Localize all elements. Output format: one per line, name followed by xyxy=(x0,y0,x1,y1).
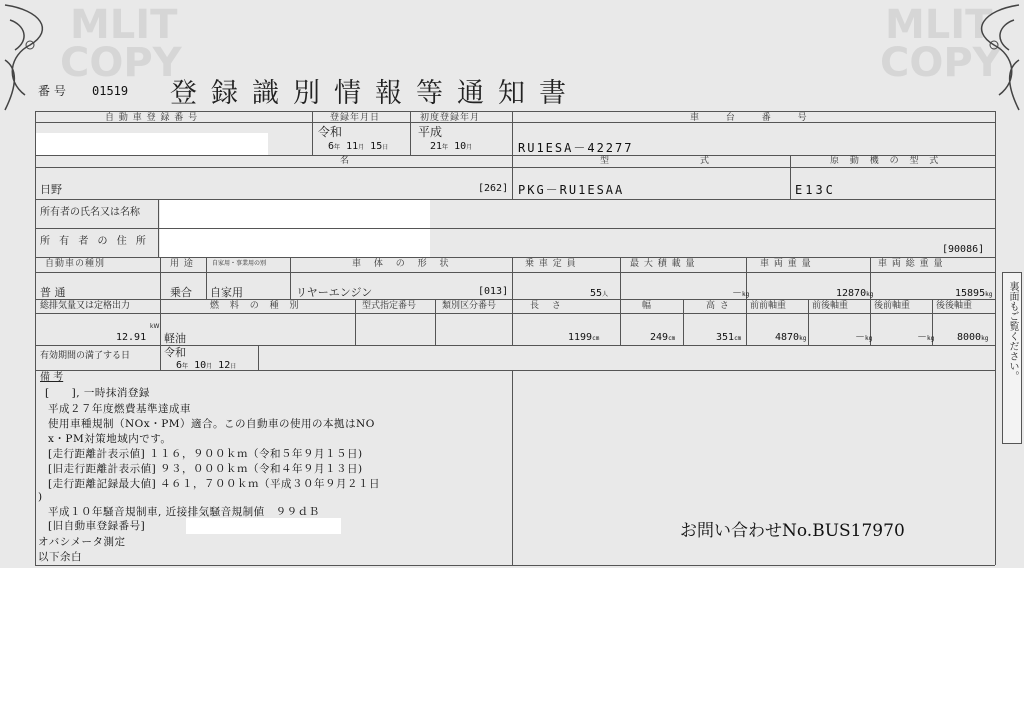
label-expiry: 有効期間の満了する日 xyxy=(40,351,131,361)
first-reg-era: 平成 xyxy=(418,125,443,139)
label-height: 高 さ xyxy=(706,301,730,311)
max-load-value: －kg xyxy=(732,288,750,299)
label-model: 型 xyxy=(600,156,611,166)
body-code: [013] xyxy=(478,286,509,297)
redacted-owner-name xyxy=(160,200,430,228)
remark-line: 以下余白 xyxy=(38,551,82,563)
ff-axle-value: 4870kg xyxy=(775,332,807,343)
maker-code: [262] xyxy=(478,183,509,194)
remark-line: 使用車種規制（NOx・PM）適合。この自動車の使用の本拠はNO xyxy=(48,418,375,430)
maker-name: 日野 xyxy=(40,183,62,196)
fuel-type: 軽油 xyxy=(164,332,186,345)
label-fr-axle: 前後軸重 xyxy=(812,301,849,311)
label-vehicle-type: 自動車の種別 xyxy=(45,259,106,269)
corner-ornament-right-icon xyxy=(955,0,1024,120)
watermark-mlit-left: MLIT xyxy=(70,2,178,48)
label-owner-address: 所 有 者 の 住 所 xyxy=(40,236,149,247)
remark-line: ) xyxy=(38,491,43,503)
number-label: 番 号 xyxy=(38,84,66,98)
kw-unit: kW xyxy=(150,323,160,330)
label-owner-name: 所有者の氏名又は名称 xyxy=(40,207,140,218)
redacted-reg-no xyxy=(36,133,268,155)
body-shape: リヤーエンジン xyxy=(296,286,373,299)
remark-line: [走行距離記録最大値] ４６１，７００ｋｍ（平成３０年９月２１日 xyxy=(48,478,381,490)
watermark-copy-right: COPY xyxy=(880,40,1002,86)
label-body-shape: 車 体 の 形 状 xyxy=(352,259,454,269)
fr-axle-value: －kg xyxy=(855,332,873,343)
side-note-text: 裏面もご覧ください。 xyxy=(1007,281,1018,381)
label-displacement: 総排気量又は定格出力 xyxy=(40,301,131,311)
capacity-value: 55人 xyxy=(590,288,609,299)
label-weight: 車 両 重 量 xyxy=(760,259,812,269)
watermark-mlit-right: MLIT xyxy=(885,2,993,48)
label-width: 幅 xyxy=(642,301,653,311)
label-capacity: 乗 車 定 員 xyxy=(525,259,577,269)
label-rr-axle: 後後軸重 xyxy=(936,301,973,311)
reg-date: 6年 11月 15日 xyxy=(328,141,389,152)
length-value: 1199cm xyxy=(568,332,600,343)
label-remarks: 備 考 xyxy=(40,372,64,383)
remark-line: 平成１０年騒音規制車, 近接排気騒音規制値 ９９ｄＢ xyxy=(48,506,320,518)
remark-line: オバシメータ測定 xyxy=(38,536,126,548)
height-value: 351cm xyxy=(716,332,742,343)
document-number: 01519 xyxy=(92,84,129,98)
label-business: 自家用・事業用の別 xyxy=(212,260,267,267)
label-chassis: 車 台 番 号 xyxy=(690,113,819,123)
label-type-approval: 型式指定番号 xyxy=(362,301,417,311)
weight-value: 12870kg xyxy=(836,288,874,299)
address-code: [90086] xyxy=(942,244,985,255)
label-engine-model: 原 動 機 の 型 式 xyxy=(830,156,943,166)
remark-line: [ ], 一時抹消登録 xyxy=(45,387,150,399)
label-category-no: 類別区分番号 xyxy=(442,301,497,311)
corner-ornament-left-icon xyxy=(0,0,70,120)
label-fuel: 燃 料 の 種 別 xyxy=(210,301,303,311)
side-note-tab xyxy=(1002,272,1022,444)
displacement-value: 12.91 xyxy=(116,332,147,343)
redacted-owner-address xyxy=(160,229,430,257)
engine-model: E13C xyxy=(795,183,836,197)
label-max-load: 最 大 積 載 量 xyxy=(630,259,696,269)
label-name: 名 xyxy=(340,156,351,166)
model-code: PKG－RU1ESAA xyxy=(518,183,625,197)
inquiry-number: お問い合わせNo.BUS17970 xyxy=(680,521,905,541)
vehicle-type: 普 通 xyxy=(40,286,66,299)
rf-axle-value: －kg xyxy=(917,332,935,343)
expiry-date: 6年 10月 12日 xyxy=(176,360,237,371)
remark-line: [走行距離計表示値] １１６，９００ｋｍ（令和５年９月１５日) xyxy=(48,448,363,460)
remark-line: 平成２７年度燃費基準達成車 xyxy=(48,403,191,415)
expiry-era: 令和 xyxy=(164,346,186,359)
label-first-reg: 初度登録年月 xyxy=(420,113,481,123)
label-format: 式 xyxy=(700,156,711,166)
first-reg-date: 21年 10月 xyxy=(430,141,473,152)
label-reg-no: 自 動 車 登 録 番 号 xyxy=(105,113,199,123)
redacted-old-reg-no xyxy=(186,518,341,534)
remark-line: [旧自動車登録番号] xyxy=(48,520,146,532)
page-title: 登録識別情報等通知書 xyxy=(170,78,580,109)
reg-era: 令和 xyxy=(318,125,343,139)
label-gross-weight: 車 両 総 重 量 xyxy=(878,259,944,269)
watermark-copy-left: COPY xyxy=(60,40,182,86)
usage: 乗合 xyxy=(170,286,192,299)
chassis-number: RU1ESA－42277 xyxy=(518,141,634,155)
remark-line: x・PM対策地域内です。 xyxy=(48,433,172,445)
label-ff-axle: 前前軸重 xyxy=(750,301,787,311)
label-usage: 用 途 xyxy=(170,259,194,269)
label-length: 長 さ xyxy=(530,301,566,311)
gross-weight-value: 15895kg xyxy=(955,288,993,299)
label-rf-axle: 後前軸重 xyxy=(874,301,911,311)
business-type: 自家用 xyxy=(210,286,243,299)
remark-line: [旧走行距離計表示値] ９３，０００ｋｍ（令和４年９月１３日) xyxy=(48,463,363,475)
rr-axle-value: 8000kg xyxy=(957,332,989,343)
label-reg-date: 登録年月日 xyxy=(330,113,381,123)
width-value: 249cm xyxy=(650,332,676,343)
